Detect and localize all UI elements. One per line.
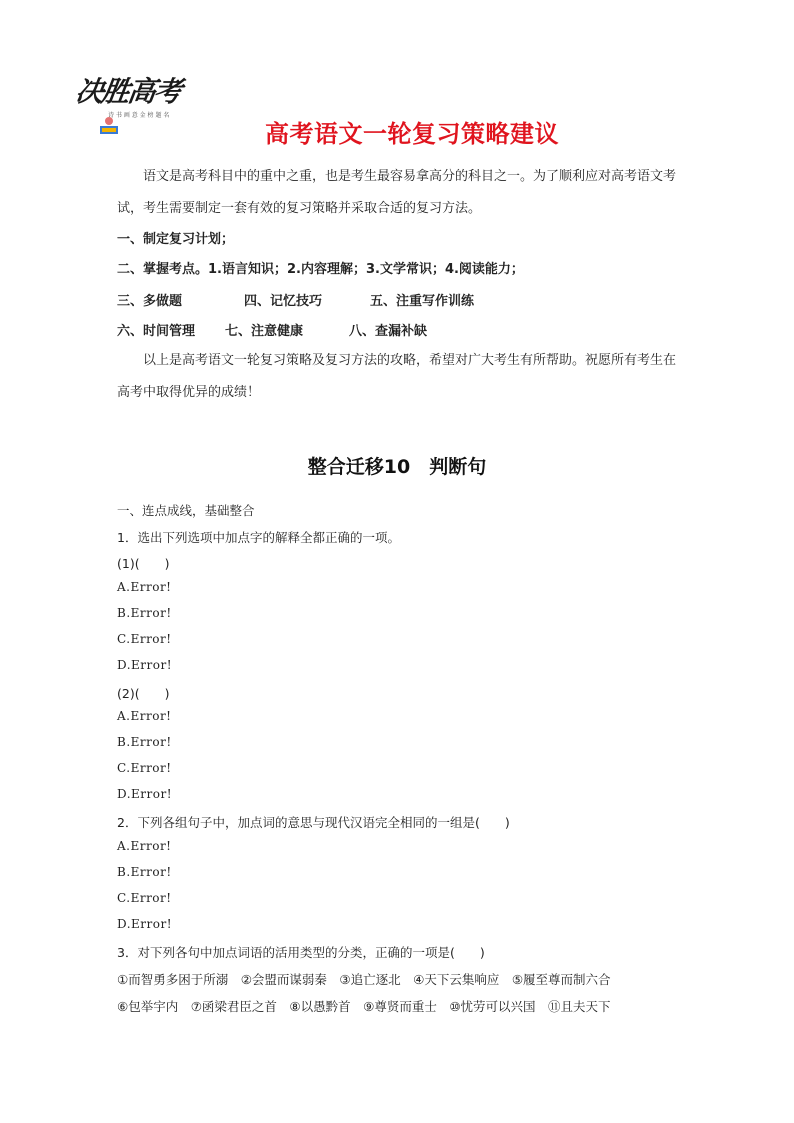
step-1: 一、制定复习计划； — [117, 232, 235, 247]
steps-row-3 — [117, 290, 474, 309]
question-1-part-1: (1)( ) — [117, 556, 170, 571]
exercise-heading: 一、连点成线，基础整合 — [117, 503, 255, 518]
step-7: 七、注意健康 — [225, 324, 304, 339]
option: A.Error! — [117, 839, 172, 853]
intro-paragraph: 语文是高考科目中的重中之重，也是考生最容易拿高分的科目之一。为了顺利应对高考语文考试，考生需要制定一套有效的复习策略并采取合适的复习方法。 — [117, 169, 677, 216]
option: D.Error! — [117, 787, 173, 801]
step-4: 四、记忆技巧 — [244, 294, 323, 309]
question-3-items-line-2: ⑥包举宇内 ⑦函梁君臣之首 ⑧以愚黔首 ⑨尊贤而重士 ⑩忧劳可以兴国 ⑪且夫天下 — [117, 999, 611, 1014]
steps-row-4 — [117, 320, 427, 339]
option: D.Error! — [117, 917, 173, 931]
closing-paragraph: 以上是高考语文一轮复习策略及复习方法的攻略，希望对广大考生有所帮助。祝愿所有考生在高考中取得优异的成绩！ — [117, 353, 677, 400]
logo-text: 决胜高考 — [73, 75, 183, 108]
step-6: 六、时间管理 — [117, 324, 196, 339]
option: C.Error! — [117, 761, 172, 775]
option: C.Error! — [117, 891, 172, 905]
option: B.Error! — [117, 606, 172, 620]
logo-subtitle: 诗 书 画 意 金 榜 题 名 — [108, 112, 170, 119]
option: B.Error! — [117, 865, 172, 879]
option: A.Error! — [117, 709, 172, 723]
step-2: 二、掌握考点。1.语言知识；2.内容理解；3.文学常识；4.阅读能力； — [117, 262, 524, 277]
step-5: 五、注重写作训练 — [370, 294, 475, 309]
step-8: 八、查漏补缺 — [349, 324, 428, 339]
question-3: 3．对下列各句中加点词语的活用类型的分类，正确的一项是( ) — [117, 945, 485, 960]
question-3-items-line-1: ①而智勇多困于所溺 ②会盟而谋弱秦 ③追亡逐北 ④天下云集响应 ⑤履至尊而制六合 — [117, 972, 611, 987]
page-title: 高考语文一轮复习策略建议 — [265, 120, 559, 148]
option: D.Error! — [117, 658, 173, 672]
question-1-part-2: (2)( ) — [117, 686, 170, 701]
option: C.Error! — [117, 632, 172, 646]
question-2: 2．下列各组句子中，加点词的意思与现代汉语完全相同的一组是( ) — [117, 815, 510, 830]
question-1: 1．选出下列选项中加点字的解释全都正确的一项。 — [117, 530, 400, 545]
section-title: 整合迁移10 判断句 — [307, 456, 487, 478]
option: A.Error! — [117, 580, 172, 594]
option: B.Error! — [117, 735, 172, 749]
step-3: 三、多做题 — [117, 294, 183, 309]
